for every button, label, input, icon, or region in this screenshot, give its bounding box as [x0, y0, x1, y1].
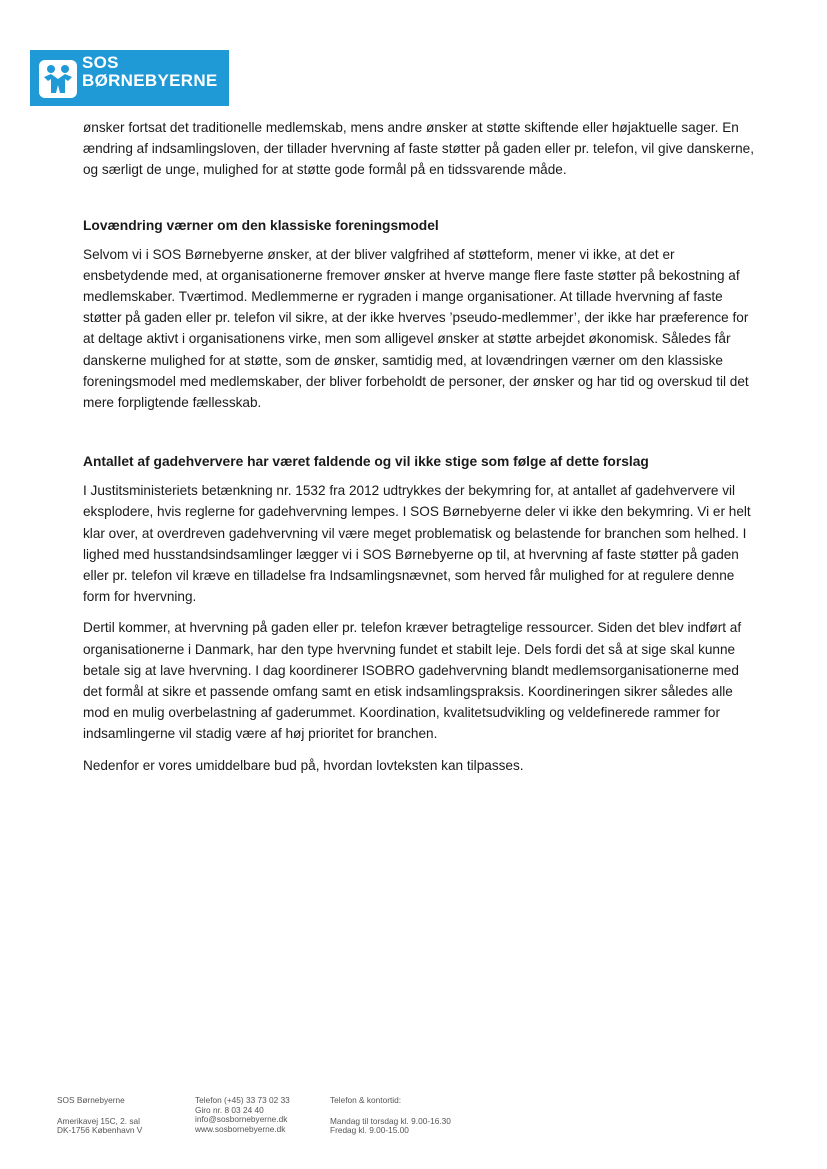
footer-website[interactable]: www.sosbornebyerne.dk — [195, 1123, 286, 1134]
footer-hours-friday: Fredag kl. 9.00-15.00 — [330, 1125, 409, 1135]
section-2-paragraph-2: Dertil kommer, at hvervning på gaden eller pr. telefon kræver betragtelige ressourcer. Siden det blev indført af organisationerne i Danmark, har den type hvervning fundet et stabilt leje. Dels fordi det så at sige skal kunne betale sig at lave hvervning. I dag koordinerer ISOBRO gadehvervning blandt medlemsorganisationerne med det formål at sikre et passende omfang samt en etisk indsamlingspraksis. Koordineringen sikrer således alle mod en mulig overbelastning af gaderummet. Koordination, kvalitetsudvikling og veldefinerede rammer for indsamlingerne vil stadig være af høj prioritet for branchen. — [83, 620, 742, 742]
footer-address-column — [57, 1096, 142, 1136]
intro-paragraph: ønsker fortsat det traditionelle medlemskab, mens andre ønsker at støtte skiftende eller højaktuelle sager. En ændring af indsamlingsloven, der tillader hvervning af faste støtter på gaden eller pr. telefon, vil give danskerne, og særligt de unge, mulighed for at støtte gode formål på en tidssvarende måde. — [83, 120, 754, 178]
sos-logo — [30, 50, 229, 106]
logo-line-1: SOS — [82, 53, 119, 72]
footer-giro: Giro nr. 8 03 24 40 — [195, 1104, 264, 1115]
footer-address-line-1: Amerikavej 15C, 2. sal — [57, 1115, 141, 1126]
footer-email[interactable]: info@sosbornebyerne.dk — [195, 1114, 288, 1124]
letter-body — [83, 117, 758, 786]
children-emblem-icon — [38, 59, 78, 99]
section-1-heading: Lovændring værner om den klassiske foreningsmodel — [83, 217, 439, 233]
footer-address-line-2: DK-1756 København V — [57, 1125, 143, 1135]
footer-hours-column — [330, 1096, 451, 1136]
section-1-paragraph-1: Selvom vi i SOS Børnebyerne ønsker, at der bliver valgfrihed af støtteform, mener vi ikke, at det er ensbetydende med, at organisationerne fremover ønsker at hverve mange flere faste støtter på bekostning af medlemskaber. Tværtimod. Medlemmerne er rygraden i mange organisationer. At tillade hvervning af faste støtter på gaden eller pr. telefon vil sikre, at der ikke hverves ’pseudo-medlemmer’, der ikke har præference for at deltage aktivt i organisationens virke, men som alligevel ønsker at støtte arbejdet økonomisk. Således får danskerne mulighed for at støtte, som de ønsker, samtidig med, at lovændringen værner om den klassiske foreningsmodel med medlemskaber, der bliver forbeholdt de personer, der ønsker og har tid og overskud til det mere forpligtende fællesskab. — [83, 246, 749, 411]
footer-org-name: SOS Børnebyerne — [57, 1095, 125, 1105]
footer-contact-column — [195, 1096, 290, 1134]
footer-phone: Telefon (+45) 33 73 02 33 — [195, 1095, 290, 1105]
section-2-paragraph-3: Nedenfor er vores umiddelbare bud på, hvordan lovteksten kan tilpasses. — [83, 757, 524, 773]
footer-hours-title: Telefon & kontortid: — [330, 1095, 402, 1105]
logo-wordmark — [82, 54, 218, 90]
section-2-paragraph-1: I Justitsministeriets betænkning nr. 1532 fra 2012 udtrykkes der bekymring for, at antallet af gadehververe vil eksplodere, hvis reglerne for gadehvervning lempes. I SOS Børnebyerne deler vi ikke den bekymring. Vi er helt klar over, at overdreven gadehvervning vil være meget problematisk og belastende for branchen som helhed. I lighed med husstandsindsamlinger lægger vi i SOS Børnebyerne op til, at hvervning af faste støtter på gaden eller pr. telefon vil kræve en tilladelse fra Indsamlingsnævnet, som herved får mulighed for at regulere denne form for hvervning. — [83, 483, 751, 605]
logo-line-2: BØRNEBYERNE — [82, 71, 218, 90]
section-2-heading: Antallet af gadehververe har været faldende og vil ikke stige som følge af dette forslag — [83, 454, 649, 470]
footer-hours-weekdays: Mandag til torsdag kl. 9.00-16.30 — [330, 1115, 451, 1126]
